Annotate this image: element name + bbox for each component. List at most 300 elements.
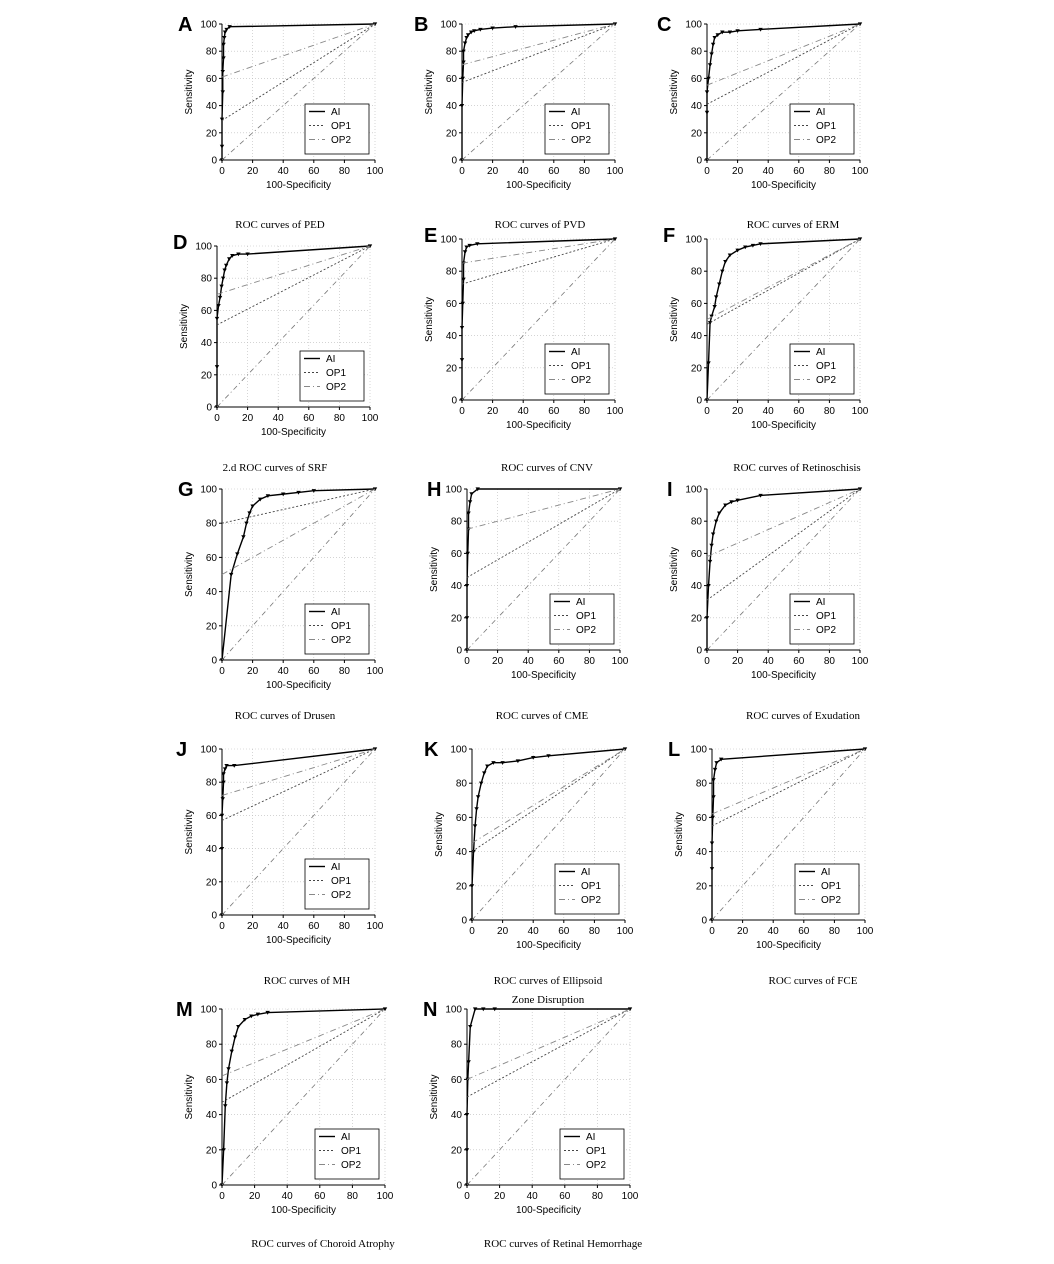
x-tick-label: 0	[464, 1191, 470, 1202]
y-tick-label: 100	[200, 744, 217, 756]
x-tick-label: 80	[588, 926, 600, 937]
x-tick-label: 40	[527, 926, 539, 937]
x-tick-label: 20	[242, 413, 254, 424]
y-tick-label: 80	[690, 46, 702, 58]
x-tick-label: 60	[308, 921, 320, 932]
legend-label: AI	[571, 347, 581, 358]
y-tick-label: 20	[205, 621, 217, 633]
x-tick-label: 60	[308, 166, 320, 177]
panel-m	[170, 995, 395, 1225]
y-tick-label: 20	[455, 881, 467, 893]
x-tick-label: 40	[272, 413, 284, 424]
y-tick-label: 20	[200, 370, 212, 382]
x-tick-label: 40	[762, 656, 774, 667]
x-tick-label: 80	[823, 166, 835, 177]
y-tick-label: 60	[690, 73, 702, 85]
ai-data-point	[218, 296, 222, 300]
y-tick-label: 20	[690, 363, 702, 375]
legend-label: OP2	[581, 895, 602, 906]
panel-letter: F	[663, 225, 676, 247]
ai-data-point	[221, 90, 225, 94]
ai-data-point	[712, 36, 716, 40]
y-tick-label: 60	[450, 548, 462, 560]
ai-data-point	[463, 41, 467, 45]
x-tick-label: 0	[219, 166, 225, 177]
legend-label: AI	[586, 1132, 596, 1143]
y-tick-label: 40	[690, 581, 702, 593]
panel-caption: ROC curves of Retinoschisis	[733, 462, 861, 474]
x-tick-label: 0	[704, 406, 710, 417]
x-tick-label: 20	[247, 921, 259, 932]
x-tick-label: 40	[762, 406, 774, 417]
x-axis-title: 100-Specificity	[515, 1205, 582, 1216]
panel-letter: A	[178, 14, 193, 36]
y-axis-title: Sensitivity	[429, 546, 440, 593]
y-tick-label: 20	[445, 128, 457, 140]
y-tick-label: 100	[440, 19, 457, 31]
panel-letter: B	[414, 14, 429, 36]
series-op1	[707, 489, 860, 600]
y-tick-label: 0	[456, 645, 462, 657]
series-op2	[222, 24, 375, 77]
x-tick-label: 80	[338, 921, 350, 932]
y-tick-label: 40	[205, 844, 217, 856]
x-tick-label: 100	[851, 656, 869, 667]
y-tick-label: 80	[450, 1039, 462, 1051]
panel-caption: ROC curves of FCE	[768, 975, 858, 987]
y-tick-label: 40	[205, 587, 217, 599]
y-tick-label: 60	[690, 298, 702, 310]
roc-chart-a	[170, 10, 385, 200]
y-tick-label: 100	[685, 484, 702, 496]
y-tick-label: 40	[445, 331, 457, 343]
y-axis-title: Sensitivity	[179, 303, 190, 350]
y-tick-label: 0	[206, 402, 212, 414]
series-op1	[707, 239, 860, 324]
series-op1	[217, 246, 370, 325]
x-tick-label: 20	[732, 166, 744, 177]
x-tick-label: 20	[487, 166, 499, 177]
ai-data-point	[714, 520, 718, 524]
legend-label: OP1	[586, 1146, 607, 1157]
x-tick-label: 0	[704, 656, 710, 667]
series-op1	[462, 24, 615, 82]
ai-data-point	[469, 492, 473, 496]
legend-label: OP1	[821, 881, 842, 892]
x-tick-label: 0	[219, 1191, 225, 1202]
y-tick-label: 100	[200, 19, 217, 31]
panel-c	[655, 10, 870, 200]
panel-d	[165, 232, 380, 447]
x-tick-label: 80	[828, 926, 840, 937]
panel-letter: E	[424, 225, 438, 247]
series-op2	[467, 489, 620, 529]
x-tick-label: 80	[578, 406, 590, 417]
x-tick-label: 60	[793, 656, 805, 667]
panel-letter: H	[427, 479, 442, 501]
ai-data-point	[220, 145, 224, 149]
x-tick-label: 40	[277, 921, 289, 932]
ai-data-point	[717, 282, 721, 286]
ai-data-point	[710, 867, 714, 871]
x-tick-label: 80	[338, 166, 350, 177]
x-tick-label: 100	[616, 926, 634, 937]
panel-letter: M	[176, 999, 193, 1021]
x-tick-label: 100	[611, 656, 629, 667]
y-tick-label: 60	[205, 1074, 217, 1086]
ai-data-point	[473, 824, 477, 828]
x-tick-label: 60	[793, 166, 805, 177]
ai-data-point	[229, 573, 233, 577]
y-tick-label: 60	[445, 298, 457, 310]
legend-label: AI	[581, 867, 591, 878]
ai-data-point	[236, 1025, 240, 1029]
x-tick-label: 100	[376, 1191, 394, 1202]
panel-e	[410, 225, 625, 440]
panel-l	[660, 735, 875, 960]
x-tick-label: 100	[856, 926, 874, 937]
y-tick-label: 80	[445, 46, 457, 58]
ai-data-point	[224, 264, 228, 268]
ai-data-point	[717, 512, 721, 516]
series-op2	[462, 24, 615, 65]
legend-label: OP1	[576, 611, 597, 622]
x-tick-label: 40	[767, 926, 779, 937]
ai-data-point	[468, 500, 472, 504]
panel-caption: ROC curves of MH	[263, 975, 351, 987]
y-tick-label: 60	[450, 1074, 462, 1086]
y-tick-label: 80	[690, 266, 702, 278]
x-tick-label: 60	[303, 413, 315, 424]
legend-label: AI	[326, 354, 336, 365]
y-tick-label: 20	[690, 613, 702, 625]
roc-chart-i	[655, 475, 870, 690]
panel-n	[415, 995, 640, 1225]
y-tick-label: 80	[205, 518, 217, 530]
y-axis-title: Sensitivity	[424, 296, 435, 343]
ai-data-point	[714, 761, 718, 765]
ai-data-point	[222, 36, 226, 40]
y-tick-label: 80	[205, 1039, 217, 1051]
x-tick-label: 0	[704, 166, 710, 177]
legend-label: OP2	[341, 1160, 362, 1171]
panel-caption: ROC curves of Retinal Hemorrhage	[483, 1238, 643, 1250]
y-tick-label: 0	[211, 910, 217, 922]
x-tick-label: 40	[762, 166, 774, 177]
panel-letter: N	[423, 999, 438, 1021]
panel-letter: D	[173, 232, 188, 254]
legend-label: OP1	[816, 611, 837, 622]
y-axis-title: Sensitivity	[184, 69, 195, 115]
x-tick-label: 40	[526, 1191, 538, 1202]
legend-label: OP2	[571, 375, 592, 386]
legend-label: AI	[331, 862, 341, 873]
legend-label: AI	[341, 1132, 351, 1143]
legend-label: OP2	[816, 375, 837, 386]
x-tick-label: 20	[487, 406, 499, 417]
roc-chart-l	[660, 735, 875, 960]
series-op2	[707, 489, 860, 557]
x-tick-label: 0	[214, 413, 220, 424]
y-tick-label: 80	[445, 266, 457, 278]
x-tick-label: 20	[732, 656, 744, 667]
legend-label: OP1	[816, 361, 837, 372]
panel-letter: G	[178, 479, 194, 501]
ai-data-point	[464, 245, 468, 249]
ai-data-point	[714, 295, 718, 299]
legend-label: OP1	[341, 1146, 362, 1157]
ai-data-point	[223, 767, 227, 771]
y-tick-label: 100	[195, 241, 212, 253]
x-tick-label: 80	[591, 1191, 603, 1202]
y-tick-label: 40	[205, 101, 217, 113]
y-tick-label: 0	[696, 645, 702, 657]
x-tick-label: 20	[737, 926, 749, 937]
x-tick-label: 40	[517, 406, 529, 417]
panel-j	[170, 735, 385, 955]
legend-label: AI	[331, 107, 341, 118]
legend-label: OP1	[326, 368, 347, 379]
ai-data-point	[485, 765, 489, 769]
roc-chart-j	[170, 735, 385, 955]
y-tick-label: 40	[450, 581, 462, 593]
y-tick-label: 60	[695, 812, 707, 824]
legend-label: OP1	[581, 881, 602, 892]
x-axis-title: 100-Specificity	[265, 180, 332, 191]
y-tick-label: 60	[690, 548, 702, 560]
x-axis-title: 100-Specificity	[505, 420, 572, 431]
x-tick-label: 80	[578, 166, 590, 177]
ai-data-point	[244, 522, 248, 526]
x-tick-label: 100	[606, 166, 624, 177]
x-tick-label: 40	[522, 656, 534, 667]
panel-caption: ROC curves of CME	[495, 710, 589, 722]
y-tick-label: 20	[695, 881, 707, 893]
x-axis-title: 100-Specificity	[265, 680, 332, 691]
panel-caption: ROC curves of PVD	[494, 219, 586, 231]
panel-caption: 2.d ROC curves of SRF	[222, 462, 328, 474]
y-axis-title: Sensitivity	[669, 546, 680, 593]
x-tick-label: 80	[346, 1191, 358, 1202]
legend-label: OP2	[331, 635, 352, 646]
y-tick-label: 40	[205, 1110, 217, 1122]
x-tick-label: 20	[494, 1191, 506, 1202]
ai-data-point	[709, 544, 713, 548]
legend-label: OP2	[326, 382, 347, 393]
legend-label: OP1	[331, 876, 352, 887]
y-tick-label: 80	[690, 516, 702, 528]
series-op2	[707, 239, 860, 320]
roc-chart-c	[655, 10, 870, 200]
x-tick-label: 80	[338, 666, 350, 677]
series-op1	[707, 24, 860, 104]
panel-caption: ROC curves of CNV	[501, 462, 593, 474]
legend-label: OP1	[331, 121, 352, 132]
x-tick-label: 20	[492, 656, 504, 667]
x-tick-label: 60	[553, 656, 565, 667]
ai-data-point	[713, 768, 717, 772]
y-tick-label: 60	[445, 73, 457, 85]
x-tick-label: 100	[606, 406, 624, 417]
legend-label: OP2	[576, 625, 597, 636]
panel-letter: L	[668, 739, 681, 761]
y-tick-label: 80	[205, 46, 217, 58]
series-op1	[472, 749, 625, 852]
y-tick-label: 40	[200, 338, 212, 350]
y-tick-label: 0	[456, 1180, 462, 1192]
ai-data-point	[225, 1081, 229, 1085]
y-tick-label: 60	[200, 305, 212, 317]
x-tick-label: 60	[793, 406, 805, 417]
x-tick-label: 0	[459, 406, 465, 417]
y-tick-label: 100	[685, 19, 702, 31]
panel-caption: ROC curves of PED	[235, 219, 325, 231]
y-axis-title: Sensitivity	[434, 811, 445, 858]
x-tick-label: 100	[361, 413, 379, 424]
x-tick-label: 80	[823, 406, 835, 417]
x-tick-label: 40	[281, 1191, 293, 1202]
y-tick-label: 80	[450, 516, 462, 528]
y-tick-label: 0	[211, 655, 217, 667]
panel-letter: J	[176, 739, 188, 761]
x-tick-label: 80	[583, 656, 595, 667]
y-tick-label: 20	[450, 1145, 462, 1157]
x-tick-label: 80	[333, 413, 345, 424]
y-tick-label: 0	[211, 1180, 217, 1192]
x-tick-label: 0	[459, 166, 465, 177]
ai-data-point	[705, 111, 709, 115]
x-axis-title: 100-Specificity	[515, 940, 582, 951]
x-tick-label: 40	[277, 166, 289, 177]
roc-chart-e	[410, 225, 625, 440]
panel-letter: K	[424, 739, 439, 761]
roc-chart-g	[170, 475, 385, 700]
ai-data-point	[230, 1050, 234, 1054]
ai-data-point	[235, 552, 239, 556]
x-axis-title: 100-Specificity	[270, 1205, 337, 1216]
x-axis-title: 100-Specificity	[750, 670, 817, 681]
y-tick-label: 100	[450, 744, 467, 756]
x-axis-title: 100-Specificity	[510, 670, 577, 681]
panel-caption-line2: Zone Disruption	[511, 994, 585, 1006]
x-axis-title: 100-Specificity	[755, 940, 822, 951]
x-tick-label: 100	[621, 1191, 639, 1202]
panel-caption: ROC curves of Exudation	[746, 710, 860, 722]
y-tick-label: 80	[205, 777, 217, 789]
y-axis-title: Sensitivity	[669, 296, 680, 343]
legend-label: AI	[571, 107, 581, 118]
y-tick-label: 0	[211, 155, 217, 167]
y-tick-label: 60	[205, 810, 217, 822]
ai-data-point	[226, 1067, 230, 1071]
ai-data-point	[460, 326, 464, 330]
x-tick-label: 20	[249, 1191, 261, 1202]
ai-data-point	[476, 795, 480, 799]
y-tick-label: 100	[685, 234, 702, 246]
y-tick-label: 20	[690, 128, 702, 140]
x-tick-label: 60	[548, 406, 560, 417]
y-axis-title: Sensitivity	[184, 1074, 195, 1120]
y-tick-label: 100	[200, 1004, 217, 1016]
x-axis-title: 100-Specificity	[265, 935, 332, 946]
x-tick-label: 40	[277, 666, 289, 677]
ai-data-point	[711, 43, 715, 47]
y-tick-label: 100	[440, 234, 457, 246]
y-axis-title: Sensitivity	[669, 69, 680, 115]
x-axis-title: 100-Specificity	[750, 420, 817, 431]
y-tick-label: 40	[450, 1110, 462, 1122]
x-tick-label: 80	[823, 656, 835, 667]
ai-data-point	[710, 841, 714, 845]
legend-label: AI	[816, 597, 826, 608]
legend-label: OP2	[821, 895, 842, 906]
x-tick-label: 100	[851, 166, 869, 177]
panel-i	[655, 475, 870, 690]
legend-label: AI	[331, 607, 341, 618]
legend-label: OP2	[331, 890, 352, 901]
ai-data-point	[468, 1025, 472, 1029]
y-tick-label: 100	[445, 484, 462, 496]
x-tick-label: 60	[314, 1191, 326, 1202]
ai-data-point	[712, 305, 716, 309]
roc-chart-k	[420, 735, 635, 960]
y-tick-label: 80	[455, 778, 467, 790]
panel-caption: ROC curves of ERM	[746, 219, 840, 231]
ai-data-point	[708, 63, 712, 67]
y-axis-title: Sensitivity	[674, 811, 685, 858]
x-tick-label: 60	[558, 926, 570, 937]
panel-a	[170, 10, 385, 200]
ai-data-point	[247, 511, 251, 515]
roc-chart-n	[415, 995, 640, 1225]
roc-chart-f	[655, 225, 870, 440]
ai-data-point	[708, 560, 712, 564]
y-axis-title: Sensitivity	[424, 69, 435, 115]
series-op1	[712, 749, 865, 826]
x-tick-label: 20	[247, 166, 259, 177]
y-tick-label: 40	[690, 101, 702, 113]
ai-data-point	[482, 771, 486, 775]
roc-chart-d	[165, 232, 380, 447]
ai-data-point	[463, 250, 467, 254]
panel-k	[420, 735, 635, 960]
y-axis-title: Sensitivity	[184, 809, 195, 855]
y-tick-label: 80	[695, 778, 707, 790]
ai-data-point	[215, 317, 219, 321]
legend-label: OP1	[816, 121, 837, 132]
panel-caption: ROC curves of Drusen	[234, 710, 336, 722]
x-axis-title: 100-Specificity	[750, 180, 817, 191]
x-tick-label: 0	[709, 926, 715, 937]
ai-data-point	[221, 70, 225, 74]
y-tick-label: 60	[205, 552, 217, 564]
ai-data-point	[709, 52, 713, 56]
panel-letter: I	[667, 479, 673, 501]
series-op1	[462, 239, 615, 284]
y-tick-label: 100	[445, 1004, 462, 1016]
legend-label: OP2	[586, 1160, 607, 1171]
panel-f	[655, 225, 870, 440]
y-tick-label: 60	[455, 812, 467, 824]
y-tick-label: 20	[450, 613, 462, 625]
ai-data-point	[223, 1104, 227, 1108]
x-tick-label: 0	[219, 666, 225, 677]
x-tick-label: 60	[548, 166, 560, 177]
ai-data-point	[460, 358, 464, 362]
legend-label: AI	[821, 867, 831, 878]
legend-label: OP1	[571, 361, 592, 372]
legend-label: OP2	[816, 135, 837, 146]
